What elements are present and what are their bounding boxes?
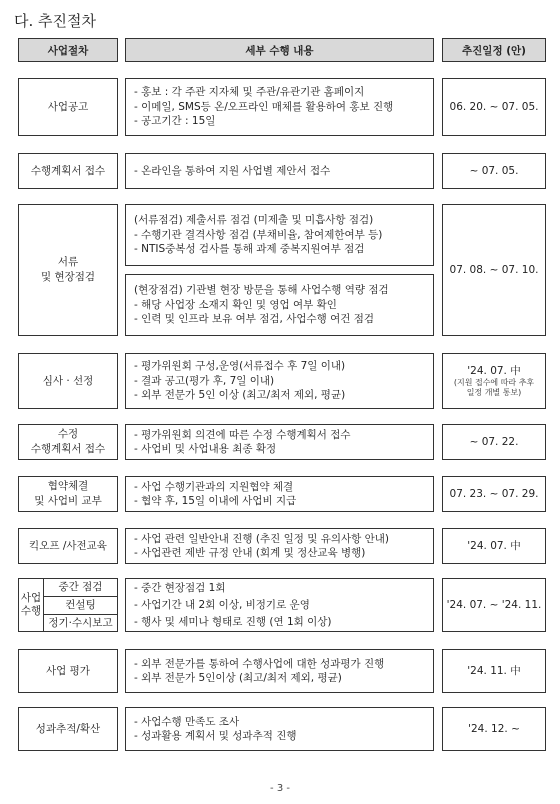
schedule-text: 06. 20. ~ 07. 05. [449, 101, 539, 113]
detail-site-check [125, 274, 434, 336]
detail-line: - 사업수행 만족도 조사 [134, 715, 240, 728]
detail-line: - 인력 및 인프라 보유 여부 점검, 사업수행 여건 점검 [134, 313, 375, 326]
substep-midterm-check: 중간 점검 [43, 578, 118, 597]
step-agreement [18, 476, 118, 512]
step-document-site-check [18, 204, 118, 336]
step-line: 협약체결 [47, 480, 89, 492]
group-label-line: 사업 [20, 592, 42, 604]
schedule-text: ~ 07. 22. [469, 436, 519, 448]
group-label-line: 수행 [20, 605, 42, 617]
schedule-text: '24. 07. 中 [467, 365, 521, 377]
detail-line: - 결과 공고(평가 후, 7일 이내) [134, 374, 275, 387]
schedule-note: (지원 접수에 따라 추후 [453, 378, 535, 387]
schedule-review-selection [442, 353, 546, 409]
step-review-selection: 심사 · 선정 [18, 353, 118, 409]
schedule-plan-submission [442, 153, 546, 189]
step-plan-submission: 수행계획서 접수 [18, 153, 118, 189]
step-line: 서류 [57, 256, 79, 268]
schedule-text: '24. 12. ~ [468, 723, 520, 735]
detail-line: - 행사 및 세미나 형태로 진행 (연 1회 이상) [134, 615, 332, 628]
schedule-project-execution [442, 578, 546, 632]
schedule-agreement [442, 476, 546, 512]
detail-line: - 성과활용 계획서 및 성과추적 진행 [134, 730, 297, 742]
detail-line: - 사업비 및 사업내용 최종 확정 [134, 443, 277, 455]
header-schedule: 추진일정 (안) [442, 38, 546, 62]
step-performance-tracking: 성과추적/확산 [18, 707, 118, 751]
detail-line: - 해당 사업장 소재지 확인 및 영업 여부 확인 [134, 298, 337, 311]
page-number: - 3 - [270, 783, 290, 794]
step-evaluation: 사업 평가 [18, 649, 118, 693]
detail-line: - 온라인을 통하여 지원 사업별 제안서 접수 [134, 164, 331, 177]
substep-reporting: 정기·수시보고 [43, 614, 118, 632]
header-detail: 세부 수행 내용 [125, 38, 434, 62]
detail-document-check [125, 204, 434, 266]
detail-kickoff [125, 528, 434, 564]
substep-consulting: 컨설팅 [43, 596, 118, 615]
detail-line: - 평가위원회 의견에 따른 수정 수행계획서 접수 [134, 428, 351, 441]
detail-line: - 외부 전문가 5인 이상 (최고/최저 제외, 평균) [134, 389, 346, 402]
detail-plan-submission [125, 153, 434, 189]
detail-line: - 사업관련 제반 규정 안내 (회계 및 정산교육 병행) [134, 547, 366, 559]
schedule-kickoff [442, 528, 546, 564]
detail-line: - 홍보 : 각 주관 지자체 및 주관/유관기관 홈페이지 [134, 86, 365, 99]
schedule-text: '24. 11. 中 [467, 665, 521, 677]
detail-line: - 사업기간 내 2회 이상, 비정기로 운영 [134, 598, 310, 611]
section-title: 다. 추진절차 [14, 12, 96, 30]
group-label-project-execution [18, 578, 44, 632]
schedule-text: 07. 23. ~ 07. 29. [449, 488, 539, 500]
schedule-evaluation [442, 649, 546, 693]
detail-line: - 이메일, SMS등 온/오프라인 매체를 활용하여 홍보 진행 [134, 100, 394, 113]
schedule-document-site-check [442, 204, 546, 336]
step-revised-plan [18, 424, 118, 460]
detail-evaluation [125, 649, 434, 693]
detail-line: - 사업 수행기관과의 지원협약 체결 [134, 480, 294, 493]
detail-review-selection [125, 353, 434, 409]
detail-line: (서류점검) 제출서류 점검 (미제출 및 미흡사항 점검) [134, 214, 374, 227]
detail-revised-plan [125, 424, 434, 460]
schedule-text: ~ 07. 05. [469, 165, 519, 177]
step-line: 및 현장점검 [40, 271, 96, 283]
detail-line: - 중간 현장점검 1회 [134, 581, 226, 594]
schedule-performance-tracking [442, 707, 546, 751]
detail-line: - 수행기관 결격사항 점검 (부채비율, 참여제한여부 등) [134, 228, 383, 241]
detail-agreement [125, 476, 434, 512]
detail-line: - NTIS중복성 검사를 통해 과제 중복지원여부 점검 [134, 243, 365, 256]
schedule-revised-plan [442, 424, 546, 460]
schedule-text: 07. 08. ~ 07. 10. [449, 264, 539, 276]
detail-line: (현장점검) 기관별 현장 방문을 통해 사업수행 역량 점검 [134, 284, 389, 297]
detail-line: - 협약 후, 15일 이내에 사업비 지급 [134, 495, 297, 507]
step-line: 수정 [57, 428, 79, 440]
detail-line: - 외부 전문가를 통하여 수행사업에 대한 성과평가 진행 [134, 657, 385, 670]
step-kickoff: 킥오프 /사전교육 [18, 528, 118, 564]
detail-line: - 사업 관련 일반안내 진행 (추진 일정 및 유의사항 안내) [134, 532, 390, 545]
header-step: 사업절차 [18, 38, 118, 62]
detail-line: - 공고기간 : 15일 [134, 115, 216, 128]
detail-line: - 외부 전문가 5인이상 (최고/최저 제외, 평균) [134, 672, 342, 684]
detail-project-execution [125, 578, 434, 632]
detail-performance-tracking [125, 707, 434, 751]
step-announcement: 사업공고 [18, 78, 118, 136]
step-line: 수행계획서 접수 [30, 443, 106, 455]
step-line: 및 사업비 교부 [34, 495, 102, 507]
schedule-text: '24. 07. 中 [467, 540, 521, 552]
detail-line: - 평가위원회 구성,운영(서류접수 후 7일 이내) [134, 360, 346, 373]
schedule-note: 일정 개별 통보) [466, 388, 522, 397]
schedule-announcement [442, 78, 546, 136]
detail-announcement [125, 78, 434, 136]
schedule-text: '24. 07. ~ '24. 11. [446, 599, 542, 611]
